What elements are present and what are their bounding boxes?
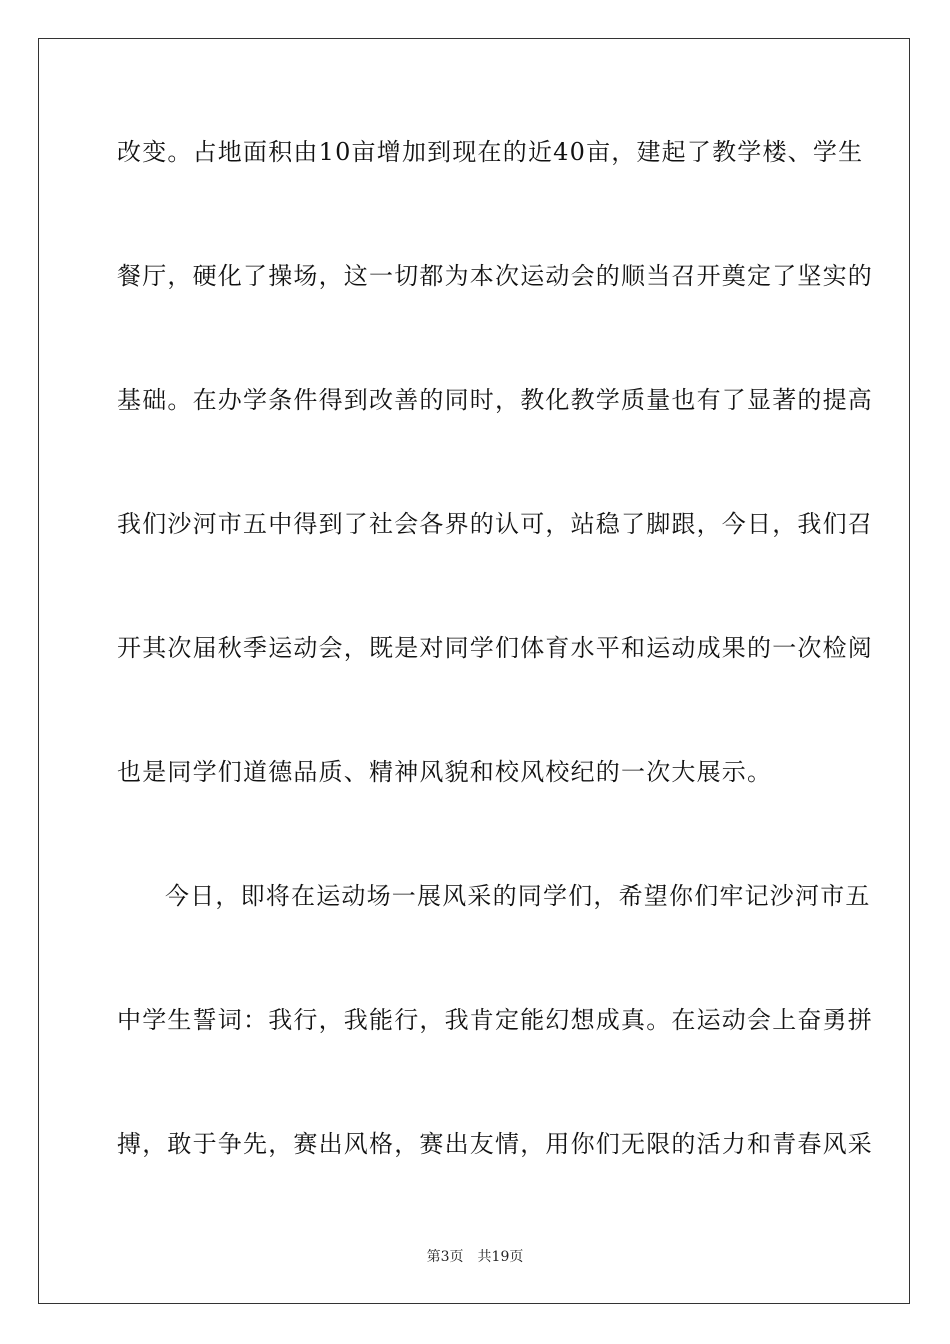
text-line-3: 基础。在办学条件得到改善的同时，教化教学质量也有了显著的提高 <box>117 386 873 414</box>
total-pages: 共19页 <box>477 1249 524 1265</box>
page-footer <box>0 1248 950 1266</box>
text-line-7-paragraph-start: 今日，即将在运动场一展风采的同学们，希望你们牢记沙河市五 <box>165 882 871 910</box>
text-line-1: 改变。占地面积由10亩增加到现在的近40亩，建起了教学楼、学生 <box>117 138 864 166</box>
text-line-5: 开其次届秋季运动会，既是对同学们体育水平和运动成果的一次检阅 <box>117 634 873 662</box>
text-line-2: 餐厅，硬化了操场，这一切都为本次运动会的顺当召开奠定了坚实的 <box>117 262 873 290</box>
text-line-9: 搏，敢于争先，赛出风格，赛出友情，用你们无限的活力和青春风采 <box>117 1130 873 1158</box>
page-number: 第3页 <box>426 1249 464 1265</box>
text-line-4: 我们沙河市五中得到了社会各界的认可，站稳了脚跟，今日，我们召 <box>117 510 873 538</box>
page-frame <box>38 38 910 1304</box>
text-line-6: 也是同学们道德品质、精神风貌和校风校纪的一次大展示。 <box>117 758 773 786</box>
text-line-8: 中学生誓词：我行，我能行，我肯定能幻想成真。在运动会上奋勇拼 <box>117 1006 873 1034</box>
